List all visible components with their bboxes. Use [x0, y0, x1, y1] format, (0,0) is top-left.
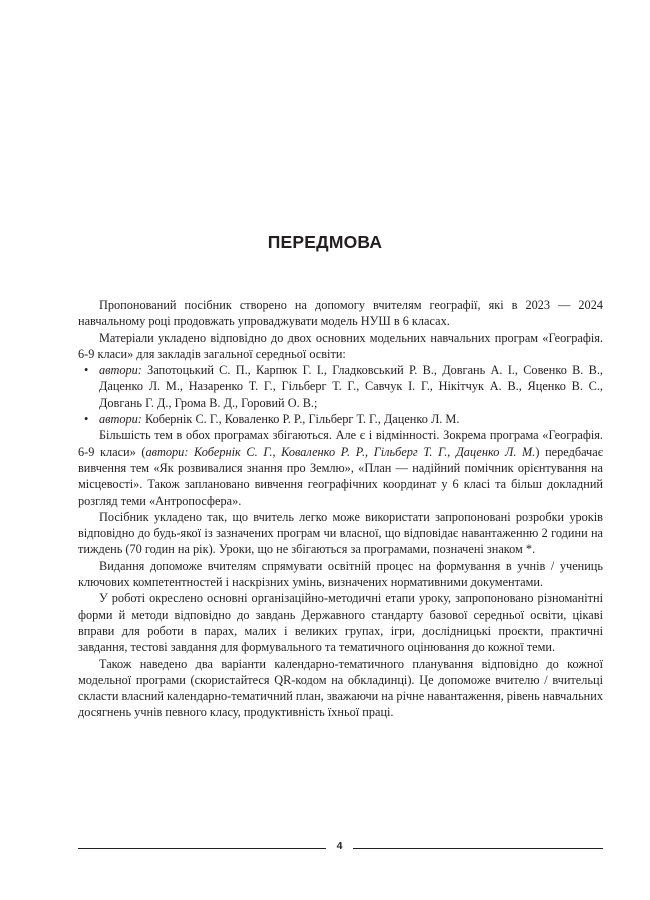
- list-item-authors-1: [78, 362, 603, 411]
- page-number: 4: [336, 840, 343, 852]
- bullet-icon: •: [84, 412, 89, 427]
- list-item-authors-2: [78, 411, 603, 427]
- paragraph-differences: [78, 427, 603, 508]
- footer-rule-left: [78, 848, 326, 849]
- paragraph-planning: Також наведено два варіанти календарно-тематичного планування відповідно до кожної модельної програми (скористайтеся QR-кодом на обкладинці). Це допоможе вчителю / вчительці скласти власний календарно-тематичний план, зважаючи на річне навантаження, рівень навчальних досягнень учнів певного класу, продуктивність їхньої праці.: [78, 656, 603, 720]
- text-segment: ) передбачає вивчення тем «Як розвивалися знання про Землю», «План — надійний помічник орієнтування на місцевості». Також заплановано вивчення географічних координат у 6 класі та більш докладний розгляд теми «Антропосфера».: [78, 444, 603, 508]
- authors-label: автори:: [99, 363, 142, 378]
- authors-list: Запотоцький С. П., Карпюк Г. І., Гладковський Р. В., Довгань А. І., Совенко В. В., Даценко Л. М., Назаренко Т. Г., Гільберг Т. Г., Савчук І. Г., Нікітчук А. В., Яценко В. С., Довгань Г. Д., Грома В. Д., Горовий О. В.;: [99, 363, 603, 410]
- paragraph-usage: Посібник укладено так, що вчитель легко може використати запропоновані розробки уроків відповідно до будь-якої із зазначених програм чи власної, що відповідає навантаженню 2 години на тиждень (70 годин на рік). Уроки, що не збігаються за програмами, позначені знаком *.: [78, 509, 603, 557]
- bullet-icon: •: [84, 363, 89, 378]
- paragraph-competencies: Видання допоможе вчителям спрямувати освітній процес на формування в учнів / учениць ключових компетентностей і наскрізних умінь, визначених нормативними документами.: [78, 558, 603, 590]
- page-title: ПЕРЕДМОВА: [267, 232, 383, 252]
- paragraph-methods: У роботі окреслено основні організаційно-методичні етапи уроку, запропоновано різноманітні форми й методи відповідно до завдань Державного стандарту базової середньої освіти, цікаві вправи для роботи в парах, малих і великих групах, ігри, дослідницькі проєкти, практичні завдання, тестові завдання для формувального та тематичного оцінювання до кожної теми.: [78, 591, 603, 655]
- authors-label: автори:: [99, 412, 142, 427]
- footer-rule-right: [353, 848, 603, 849]
- paragraph-intro: Пропонований посібник створено на допомогу вчителям географії, які в 2023 — 2024 навчальному році продовжать упроваджувати модель НУШ в 6 класах.: [78, 298, 603, 329]
- preface-body: [78, 297, 603, 721]
- paragraph-programs: Матеріали укладено відповідно до двох основних модельних навчальних програм «Географія. 6-9 класи» для закладів загальної середньої освіти:: [78, 330, 603, 361]
- authors-inline: автори: Кобернік С. Г., Коваленко Р. Р., Гільберг Т. Г., Даценко Л. М.: [145, 444, 536, 459]
- authors-list: Кобернік С. Г., Коваленко Р. Р., Гільберг Т. Г., Даценко Л. М.: [141, 412, 460, 427]
- text-segment: Більшість тем в обох програмах збігаються. Але є і відмінності. Зокрема програма «Географія. 6-9 класи» (: [78, 428, 603, 459]
